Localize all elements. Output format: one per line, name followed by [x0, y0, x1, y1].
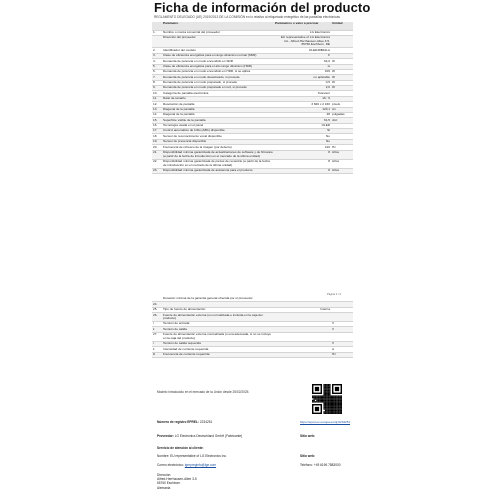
row-number [152, 35, 162, 48]
row-value [274, 313, 331, 322]
row-value: 2,0 [274, 86, 331, 91]
row-number: 24. [152, 302, 162, 307]
table-row [152, 313, 353, 322]
row-number: 18. [152, 134, 162, 139]
row-parameter: Intensidad de corriente requerida [162, 347, 274, 352]
row-value: 48 [274, 112, 331, 117]
row-unit: cm [331, 107, 353, 112]
launch-note: Modelo introducido en el mercado de la Unión desde 25/02/2025. [157, 390, 250, 394]
row-value: no aplicable [274, 75, 331, 80]
row-parameter: Categoría de pantalla electrónica [162, 91, 274, 96]
page-marker: Página 2 / 3 [327, 293, 341, 296]
row-number: ii [152, 347, 162, 352]
address-line-1: Alfred-Herrhausen-Allee 3-5 [157, 477, 197, 482]
row-parameter: Tecnología usada en el panel [162, 123, 274, 128]
phone-block [300, 463, 341, 467]
row-number: i [152, 341, 162, 346]
row-parameter: Sensor de reconocimiento vocal disponible [162, 134, 274, 139]
row-parameter: Dirección del proveedor [162, 35, 274, 48]
row-parameter: Ratio de tamaño [162, 96, 274, 101]
row-value: 120 [274, 145, 331, 150]
service-header: Servicio de atención al cliente: [157, 446, 204, 450]
row-number: 20. [152, 145, 162, 150]
email-label: Correo electrónico: [157, 463, 184, 467]
provider-label: Proveedor: [157, 434, 174, 438]
row-number: 11. [152, 96, 162, 101]
eprel-value: 2234251 [199, 420, 213, 424]
header-unit: Unidad [331, 22, 353, 30]
table-row [152, 35, 353, 48]
row-value: 8 [274, 150, 331, 159]
address-label: Dirección: [157, 473, 172, 477]
row-parameter: Clase de eficiencia energética para el rango dinámico normal (SDR) [162, 53, 274, 58]
row-number: 27. [152, 332, 162, 341]
row-value: 8 [274, 168, 331, 173]
row-unit: W [331, 69, 353, 74]
table-row [152, 150, 353, 159]
row-unit: V [331, 341, 353, 346]
provider-block [157, 434, 297, 438]
row-number: 26. [152, 313, 162, 322]
table-row [152, 352, 353, 357]
row-parameter: Duración mínima de la garantía general ofrecida por el proveedor [162, 297, 274, 302]
row-value: F [274, 53, 331, 58]
row-number: 22. [152, 159, 162, 168]
table-row [152, 332, 353, 341]
qr-code-icon[interactable] [312, 384, 342, 414]
row-unit: V [331, 327, 353, 332]
row-parameter: Demanda de potencia en modo encendido en HDR, si se aplica [162, 69, 274, 74]
row-number: 4. [152, 59, 162, 64]
row-value: LG Electronics [274, 30, 331, 35]
row-unit [331, 35, 353, 48]
row-unit: pulgadas [331, 112, 353, 117]
table-row [152, 168, 353, 173]
spec-table-continued [152, 297, 353, 358]
row-number: 10. [152, 91, 162, 96]
row-unit [331, 332, 353, 341]
page-title: Ficha de información del producto [154, 0, 371, 15]
row-value: EU representative of LG Electronics Inc., Alfred-Herrhausen-Allee 3-5, 65760 Eschborn, DE [274, 35, 331, 48]
row-number: 9. [152, 86, 162, 91]
row-number: 7. [152, 75, 162, 80]
row-unit: dm² [331, 118, 353, 123]
row-number: 23. [152, 168, 162, 173]
row-unit: W [331, 80, 353, 85]
row-parameter: Demanda de potencia en modo preparado en red, si procede [162, 86, 274, 91]
row-value [274, 332, 331, 341]
eprel-label: Número de registro EPREL: [157, 420, 199, 424]
row-unit: Años [331, 150, 353, 159]
phone-label: Teléfono: [300, 463, 313, 467]
row-number: 16. [152, 123, 162, 128]
service-name-value: EU representative of LG Electronics Inc. [170, 454, 227, 458]
row-number: 14. [152, 112, 162, 117]
row-parameter: Frecuencia de corriente requerida [162, 352, 274, 357]
row-value: Interna [274, 307, 331, 312]
row-unit: píxels [331, 102, 353, 107]
row-value: 120,1 [274, 107, 331, 112]
row-number: 3. [152, 53, 162, 58]
row-parameter: Disponibilidad mínima garantizada de piezas de recambio (a partir de la fecha de introducción en el mercado de la última unidad) [162, 159, 274, 168]
row-value: No [274, 139, 331, 144]
row-value: 3 840 x 2 160 [274, 102, 331, 107]
address-block [157, 473, 297, 490]
service-name-block [157, 454, 297, 458]
row-value: 0,5 [274, 80, 331, 85]
row-value: 61,5 [274, 118, 331, 123]
row-value: G [274, 64, 331, 69]
header-param: Parámetro [162, 22, 274, 30]
row-number: 6. [152, 69, 162, 74]
row-parameter: Fuente de alimentación externa (no normalizada e incluida en la caja del producto) [162, 313, 274, 322]
row-parameter: Diagonal de la pantalla [162, 107, 274, 112]
row-value [274, 352, 331, 357]
row-unit: W [331, 75, 353, 80]
spec-table [152, 22, 353, 174]
row-parameter: Sensor de presencia disponible [162, 139, 274, 144]
row-parameter: Demanda de potencia en modo desactivado, si procede [162, 75, 274, 80]
website-label: Sitio web: [300, 434, 316, 438]
row-value: SÍ [274, 129, 331, 134]
website-block [300, 434, 315, 438]
regulation-line: REGLAMENTO DELEGADO (UE) 2019/2013 DE LA COMISIÓN en lo relativo al etiquetado energético de las pantallas electrónicas [154, 15, 340, 19]
eprel-block [157, 420, 317, 424]
row-number: 15. [152, 118, 162, 123]
row-parameter: Clase de eficiencia energética para el alto rango dinámico (HDR) [162, 64, 274, 69]
phone-value: +49 6196 7883000 [313, 463, 341, 467]
table-row [152, 159, 353, 168]
row-parameter: Disponibilidad mínima garantizada de asistencia para el producto [162, 168, 274, 173]
row-parameter: Resolución de pantalla [162, 102, 274, 107]
row-number: 13. [152, 107, 162, 112]
web-block-2 [300, 454, 315, 458]
provider-value: LG Electronics Deutschland GmbH (Fabricante) [174, 434, 243, 438]
row-parameter: Tensión de entrada [162, 322, 274, 327]
row-number: 25. [152, 307, 162, 312]
row-parameter: Identificador del modelo [162, 48, 274, 53]
row-parameter: Superficie visible de la pantalla [162, 118, 274, 123]
website-label-2: Sitio web: [300, 454, 316, 458]
row-value: No [274, 134, 331, 139]
row-value: OLED [274, 123, 331, 128]
row-number: 17. [152, 129, 162, 134]
row-unit: Años [331, 159, 353, 168]
email-block [157, 463, 297, 467]
row-parameter: Fuente de alimentación externa normalizada (o una adecuada, si no se incluye en la caja del producto) [162, 332, 274, 341]
row-parameter: Frecuencia de refresco de la imagen (por defecto) [162, 145, 274, 150]
row-value: 64,0 [274, 59, 331, 64]
address-line-2: 65760 Eschborn [157, 481, 181, 486]
row-value: 109 [274, 69, 331, 74]
header-value: Parámetros o valor a precisar [274, 22, 331, 30]
row-unit: V [331, 322, 353, 327]
row-number: 2. [152, 48, 162, 53]
row-unit: Hz [331, 145, 353, 150]
row-parameter: Control automático de brillo (ABC) disponible [162, 129, 274, 134]
row-value: Televisor [274, 91, 331, 96]
row-unit [331, 313, 353, 322]
row-parameter: Tensión de salida [162, 327, 274, 332]
eprel-link[interactable]: https://eprel.ec.europa.eu/qr/2234251 [300, 420, 351, 424]
row-unit: W [331, 86, 353, 91]
email-link[interactable]: lgerpreginfo@lge.com [184, 463, 217, 467]
row-number: 21. [152, 150, 162, 159]
address-line-3: Alemania [157, 485, 171, 490]
row-unit: W [331, 59, 353, 64]
header-num [152, 22, 162, 30]
row-value: 16 : 9 [274, 96, 331, 101]
row-parameter: Demanda de potencia en modo preparado, si procede [162, 80, 274, 85]
row-parameter: Tensión de salida requerida [162, 341, 274, 346]
row-unit: A [331, 347, 353, 352]
row-value: 8 [274, 159, 331, 168]
row-number: 19. [152, 139, 162, 144]
row-number: iii [152, 352, 162, 357]
row-parameter: Nombre o marca comercial del proveedor [162, 30, 274, 35]
row-number: 5. [152, 64, 162, 69]
row-parameter: Tipo de fuente de alimentación: [162, 307, 274, 312]
row-number: ii [152, 327, 162, 332]
row-parameter: Demanda de potencia en modo encendido en SDR [162, 59, 274, 64]
row-number: 12. [152, 102, 162, 107]
row-unit: Años [331, 168, 353, 173]
row-parameter: Disponibilidad mínima garantizada de actualizaciones de software y de firmware (a partir de la fecha de introducción en el mercado de la última unidad) [163, 150, 273, 158]
row-number: 8. [152, 80, 162, 85]
service-name-label: Nombre: [157, 454, 170, 458]
row-parameter: Diagonal de la pantalla [162, 112, 274, 117]
row-number: 1. [152, 30, 162, 35]
row-unit: Hz [331, 352, 353, 357]
row-value: OLED48B42LA [274, 48, 331, 53]
row-number: i [152, 322, 162, 327]
spec-table-header [152, 22, 353, 30]
